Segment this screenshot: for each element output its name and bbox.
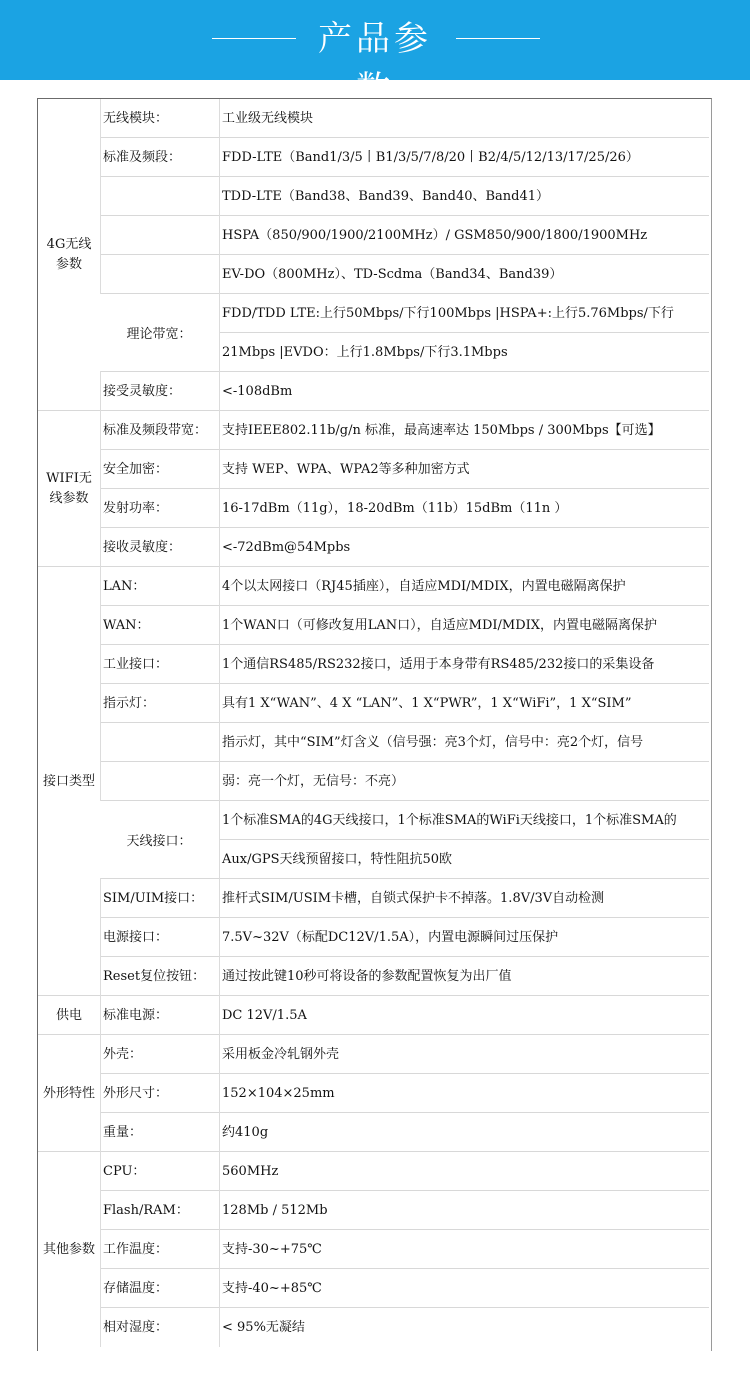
spec-label: 安全加密： <box>103 462 169 477</box>
spec-value: 1个通信RS485/RS232接口，适用于本身带有RS485/232接口的采集设备 <box>222 657 655 672</box>
spec-row <box>0 567 750 606</box>
group-label-line: 4G无线 <box>46 237 92 252</box>
spec-value: 1个WAN口（可修改复用LAN口），自适应MDI/MDIX，内置电磁隔离保护 <box>222 618 658 633</box>
spec-value: HSPA（850/900/1900/2100MHz）/ GSM850/900/1800/1900MHz <box>222 228 648 243</box>
spec-label <box>103 255 215 294</box>
spec-value: 推杆式SIM/USIM卡槽，自锁式保护卡不掉落。1.8V/3V自动检测 <box>222 891 605 906</box>
spec-row <box>0 918 750 957</box>
spec-row <box>0 138 750 177</box>
spec-row <box>0 216 750 255</box>
spec-label: 无线模块： <box>103 111 169 126</box>
spec-label: 存储温度： <box>103 1281 169 1296</box>
group-label-line: 接口类型 <box>42 773 95 789</box>
spec-row <box>0 996 750 1035</box>
spec-row <box>0 1035 750 1074</box>
spec-row <box>0 645 750 684</box>
spec-row <box>0 1074 750 1113</box>
spec-label <box>103 762 215 801</box>
spec-value: 支持IEEE802.11b/g/n 标准，最高速率达 150Mbps / 300Mbps【可选】 <box>222 423 661 438</box>
spec-label: Reset复位按钮： <box>103 969 206 984</box>
spec-row <box>0 528 750 567</box>
spec-label: CPU： <box>103 1164 146 1179</box>
spec-row <box>0 1308 750 1347</box>
spec-row <box>0 879 750 918</box>
spec-value: FDD/TDD LTE:上行50Mbps/下行100Mbps |HSPA+:上行5.76Mbps/下行 <box>222 306 674 321</box>
spec-label: 重量： <box>103 1125 143 1140</box>
spec-row <box>0 606 750 645</box>
spec-row <box>0 840 750 879</box>
spec-row <box>0 333 750 372</box>
spec-value: TDD-LTE（Band38、Band39、Band40、Band41） <box>222 189 550 204</box>
spec-row <box>0 1230 750 1269</box>
spec-label: 工作温度： <box>103 1242 169 1257</box>
spec-label: 电源接口： <box>103 930 169 945</box>
spec-label: 标准及频段带宽： <box>103 423 208 438</box>
spec-label <box>103 216 215 255</box>
spec-value: 约410g <box>222 1125 269 1140</box>
header-banner <box>0 0 750 109</box>
spec-row <box>0 684 750 723</box>
group-label-line: WIFI无 <box>46 471 92 486</box>
spec-row <box>0 957 750 996</box>
spec-value: DC 12V/1.5A <box>222 1008 307 1023</box>
spec-label: Flash/RAM： <box>103 1203 189 1218</box>
group-label-line: 参数 <box>55 257 82 272</box>
spec-value: 支持-30~+75℃ <box>222 1242 322 1257</box>
spec-value: Aux/GPS天线预留接口，特性阻抗50欧 <box>222 852 453 867</box>
spec-label: SIM/UIM接口： <box>103 891 204 906</box>
spec-value: 弱：亮一个灯，无信号：不亮） <box>222 774 405 789</box>
spec-value: 采用板金冷轧钢外壳 <box>222 1047 340 1062</box>
spec-row <box>0 489 750 528</box>
spec-row <box>0 177 750 216</box>
spec-label <box>103 801 215 840</box>
spec-value: 560MHz <box>222 1164 279 1179</box>
spec-row <box>0 1269 750 1308</box>
group-label-line: 其他参数 <box>42 1241 95 1257</box>
spec-label: 发射功率： <box>103 501 169 516</box>
spec-value: 7.5V~32V（标配DC12V/1.5A），内置电源瞬间过压保护 <box>222 930 559 945</box>
spec-label: 相对湿度： <box>103 1320 169 1335</box>
spec-value: <-72dBm@54Mpbs <box>222 540 351 555</box>
spec-label <box>103 840 215 879</box>
spec-label: 外壳： <box>103 1047 143 1062</box>
spec-row <box>0 1113 750 1152</box>
spec-value: 16-17dBm（11g），18-20dBm（11b）15dBm（11n ） <box>222 501 568 516</box>
spec-value: 支持 WEP、WPA、WPA2等多种加密方式 <box>222 462 470 477</box>
spec-value: 128Mb / 512Mb <box>222 1203 328 1218</box>
spec-row <box>0 1152 750 1191</box>
spec-row <box>0 99 750 138</box>
spec-row <box>0 762 750 801</box>
group-label-line: 线参数 <box>49 491 89 506</box>
spec-value: 工业级无线模块 <box>222 111 314 126</box>
spec-value: <-108dBm <box>222 384 293 399</box>
spec-value: 21Mbps |EVDO：上行1.8Mbps/下行3.1Mbps <box>222 345 508 360</box>
spec-value: EV-DO（800MHz）、TD-Scdma（Band34、Band39） <box>222 267 563 282</box>
spec-label: 标准电源： <box>103 1008 169 1023</box>
spec-value: FDD-LTE（Band1/3/5丨B1/3/5/7/8/20丨B2/4/5/12/13/17/25/26） <box>222 150 639 165</box>
spec-value: < 95%无凝结 <box>222 1320 305 1335</box>
title-right-rule <box>456 38 540 39</box>
spec-value: 通过按此键10秒可将设备的参数配置恢复为出厂值 <box>222 969 512 984</box>
spec-label: WAN： <box>103 618 150 633</box>
spec-value: 指示灯，其中“SIM”灯含义（信号强：亮3个灯，信号中：亮2个灯，信号 <box>222 735 644 750</box>
spec-value: 具有1 X“WAN”、4 X “LAN”、1 X“PWR”，1 X“WiFi”，1 X“SIM” <box>222 696 632 711</box>
spec-label: 外形尺寸： <box>103 1086 169 1101</box>
spec-label: 接收灵敏度： <box>103 540 182 555</box>
merged-spec-label: 理论带宽： <box>100 294 218 371</box>
page-title: 产品参数 <box>318 19 432 109</box>
spec-label: 工业接口： <box>103 657 169 672</box>
spec-label <box>103 333 215 372</box>
spec-row <box>0 255 750 294</box>
spec-label <box>103 294 215 333</box>
spec-label: 接受灵敏度： <box>103 384 182 399</box>
spec-row <box>0 294 750 333</box>
title-left-rule <box>212 38 296 39</box>
spec-row <box>0 450 750 489</box>
spec-label: LAN： <box>103 579 146 594</box>
spec-value: 支持-40~+85℃ <box>222 1281 322 1296</box>
spec-row <box>0 801 750 840</box>
spec-value: 1个标准SMA的4G天线接口，1个标准SMA的WiFi天线接口，1个标准SMA的 <box>222 813 677 828</box>
spec-label <box>103 177 215 216</box>
spec-value: 152×104×25mm <box>222 1086 335 1101</box>
spec-row <box>0 411 750 450</box>
spec-value: 4个以太网接口（RJ45插座），自适应MDI/MDIX，内置电磁隔离保护 <box>222 579 626 594</box>
group-label-line: 外形特性 <box>42 1085 95 1101</box>
group-label-line: 供电 <box>55 1007 82 1023</box>
spec-label: 指示灯： <box>103 696 156 711</box>
spec-row <box>0 723 750 762</box>
spec-label <box>103 723 215 762</box>
spec-label: 标准及频段： <box>103 150 182 165</box>
spec-row <box>0 372 750 411</box>
merged-spec-label: 天线接口： <box>100 801 218 878</box>
spec-row <box>0 1191 750 1230</box>
